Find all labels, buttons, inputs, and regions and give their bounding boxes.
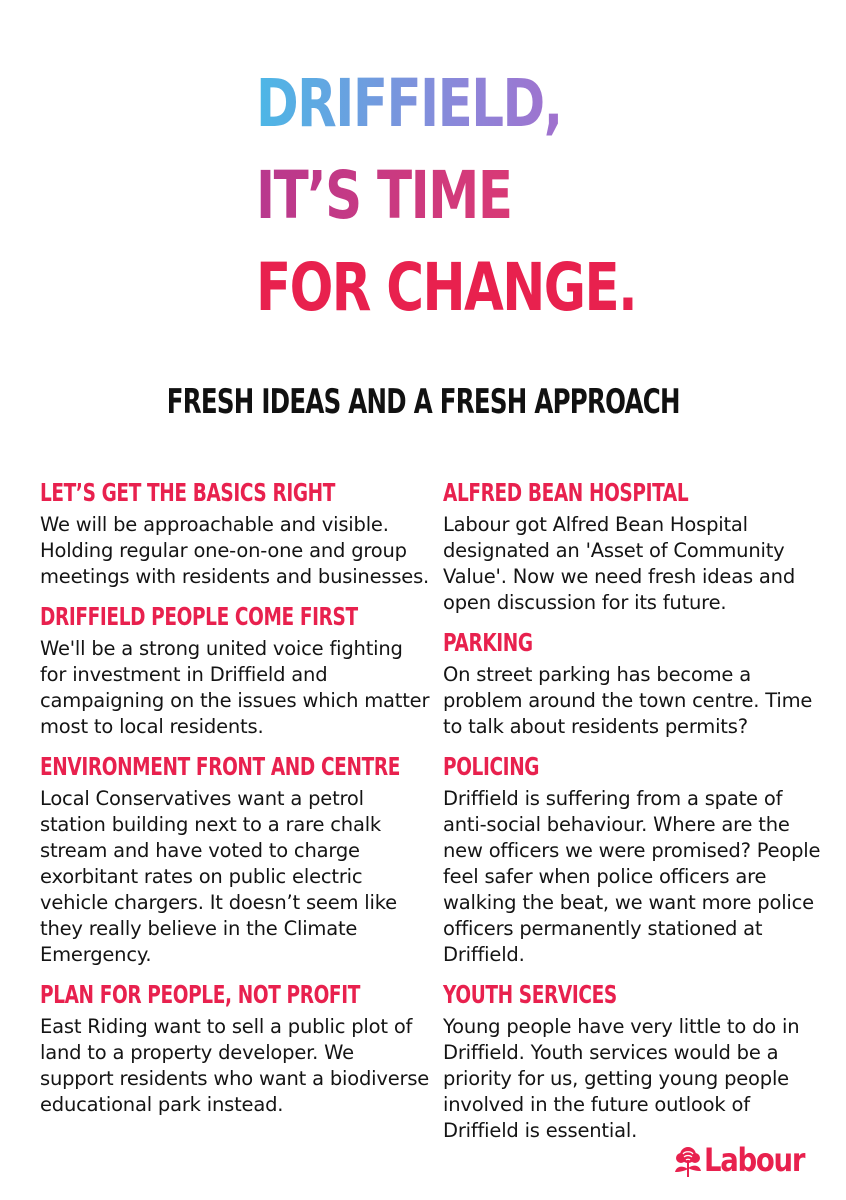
section-policing	[443, 752, 828, 968]
section-title: LET’S GET THE BASICS RIGHT	[40, 478, 336, 507]
section-text: Young people have very little to do in Driffield. Youth services would be a priority for us, getting young people involved in the future outlook of Driffield is essential.	[443, 1015, 800, 1142]
headline	[256, 58, 636, 334]
section-text: East Riding want to sell a public plot of land to a property developer. We support residents who want a biodiverse educational park instead.	[40, 1015, 430, 1116]
labour-wordmark: Labour	[704, 1141, 805, 1179]
labour-logo	[670, 1140, 825, 1182]
section-text: We'll be a strong united voice fighting for investment in Driffield and campaigning on the issues which matter most to local residents.	[40, 637, 430, 738]
section-title: ENVIRONMENT FRONT AND CENTRE	[40, 752, 400, 781]
section-title: YOUTH SERVICES	[443, 980, 617, 1009]
section-text: On street parking has become a problem around the town centre. Time to talk about residents permits?	[443, 663, 813, 738]
section-text: Labour got Alfred Bean Hospital designated an 'Asset of Community Value'. Now we need fresh ideas and open discussion for its future.	[443, 513, 795, 614]
headline-line-2: IT’S TIME	[256, 150, 636, 242]
section-title: PARKING	[443, 628, 533, 657]
section-youth-services	[443, 980, 828, 1144]
section-people-first	[40, 602, 430, 740]
section-title: DRIFFIELD PEOPLE COME FIRST	[40, 602, 358, 631]
left-column	[40, 478, 430, 1130]
headline-line-1: DRIFFIELD,	[256, 58, 636, 150]
section-plan-for-people	[40, 980, 430, 1118]
section-text: Driffield is suffering from a spate of anti-social behaviour. Where are the new officers we were promised? People feel safer when police officers are walking the beat, we want more police officers permanently stationed at Driffield.	[443, 787, 821, 966]
right-column	[443, 478, 828, 1156]
headline-line-3: FOR CHANGE.	[256, 249, 637, 326]
section-text: We will be approachable and visible. Holding regular one-on-one and group meetings with residents and businesses.	[40, 513, 430, 588]
subtitle	[0, 382, 846, 422]
section-environment	[40, 752, 430, 968]
section-title: POLICING	[443, 752, 540, 781]
rose-icon	[670, 1142, 706, 1178]
section-basics	[40, 478, 430, 590]
section-title: PLAN FOR PEOPLE, NOT PROFIT	[40, 980, 360, 1009]
section-parking	[443, 628, 828, 740]
section-hospital	[443, 478, 828, 616]
subtitle-text: FRESH IDEAS AND A FRESH APPROACH	[166, 382, 680, 422]
section-text: Local Conservatives want a petrol station building next to a rare chalk stream and have voted to charge exorbitant rates on public electric vehicle chargers. It doesn’t seem like they really believe in the Climate Emergency.	[40, 787, 397, 966]
section-title: ALFRED BEAN HOSPITAL	[443, 478, 689, 507]
